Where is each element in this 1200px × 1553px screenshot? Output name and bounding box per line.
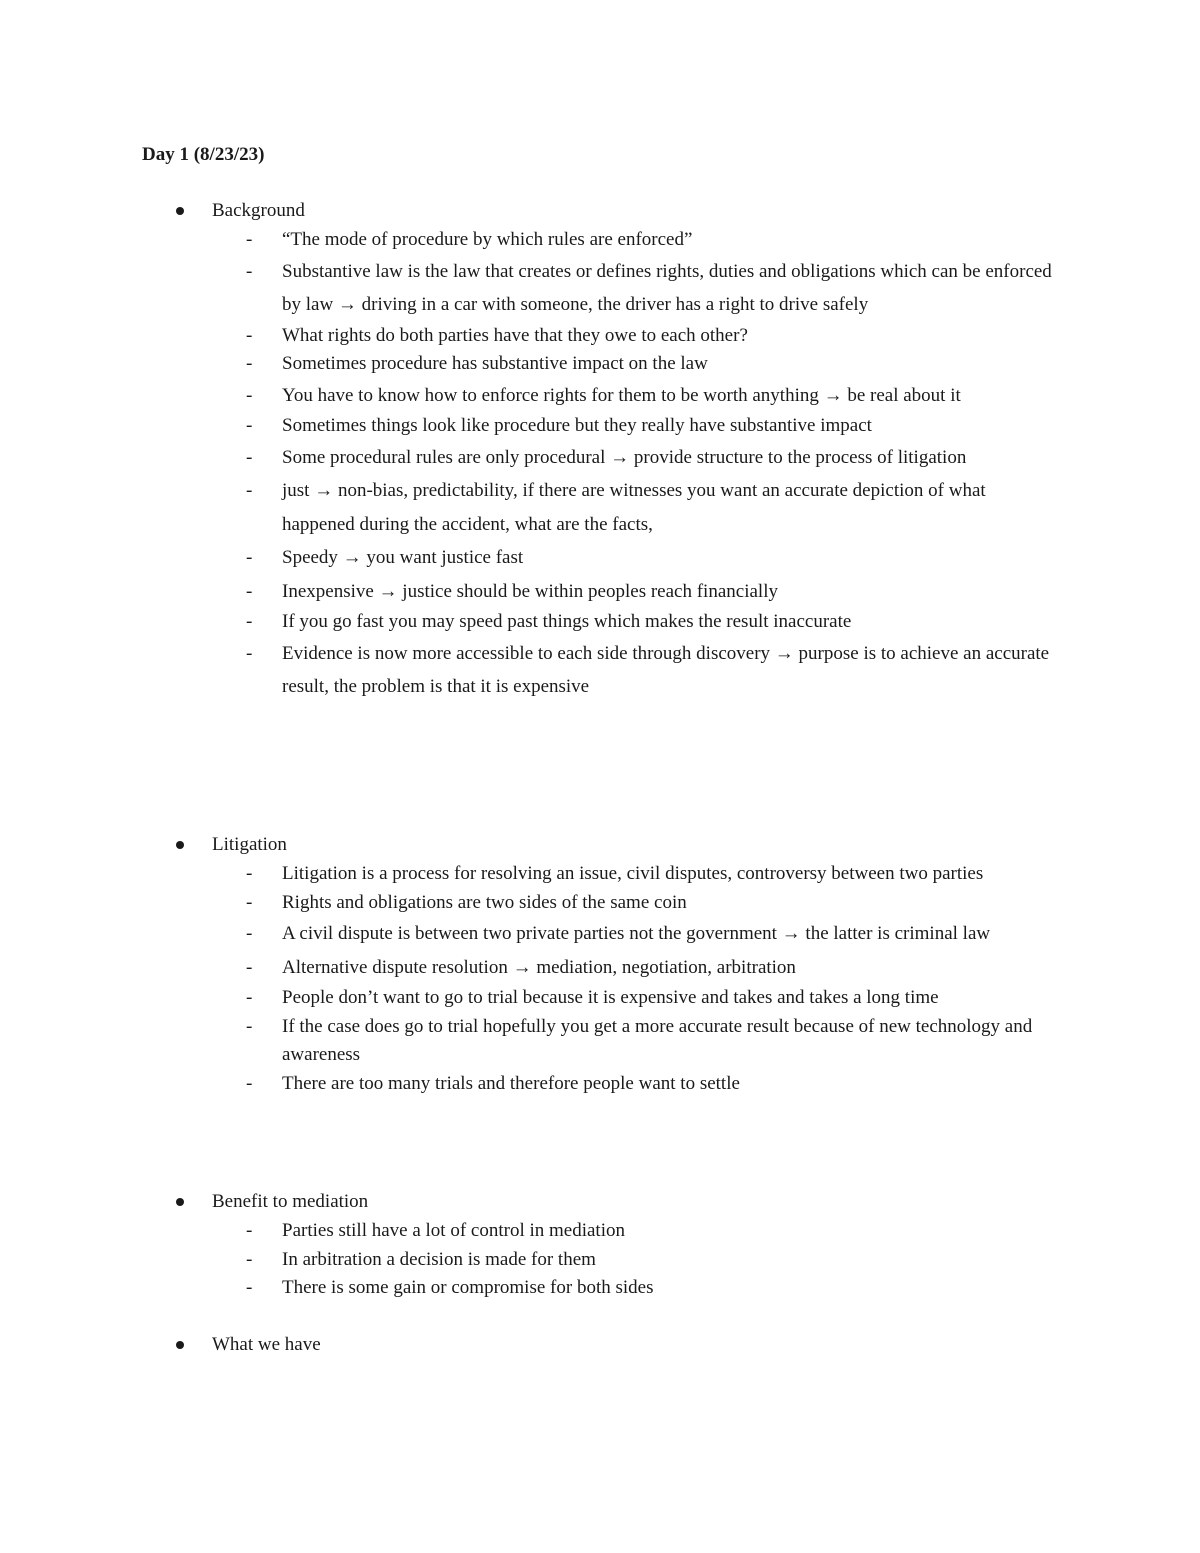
section-heading — [0, 1332, 1200, 1360]
dash-icon: - — [246, 324, 253, 346]
dash-icon: - — [246, 580, 253, 602]
dash-icon: - — [246, 353, 253, 374]
list-item-text: Alternative dispute resolution → mediation, negotiation, arbitration — [282, 956, 796, 978]
section-label: Background — [212, 200, 305, 221]
dash-icon: - — [246, 446, 253, 468]
list-item — [0, 1070, 1200, 1099]
list-item-text: just → non-bias, predictability, if there are witnesses you want an accurate depiction of what happened during the accident, what are the facts, — [282, 480, 986, 535]
dash-icon: - — [246, 987, 253, 1008]
list-item-text: Sometimes things look like procedure but they really have substantive impact — [282, 415, 872, 436]
list-item — [0, 226, 1200, 255]
dash-icon: - — [246, 1277, 253, 1298]
list-item — [0, 860, 1200, 889]
dash-icon: - — [246, 547, 253, 568]
list-item — [0, 541, 1200, 575]
dash-icon: - — [246, 956, 253, 978]
dash-icon: - — [246, 384, 253, 406]
list-item-text: People don’t want to go to trial because it is expensive and takes and takes a long time — [282, 987, 939, 1008]
list-item-text: Rights and obligations are two sides of the same coin — [282, 891, 687, 913]
section-background — [0, 198, 1200, 704]
list-item-text: Sometimes procedure has substantive impact on the law — [282, 353, 708, 374]
dash-icon: - — [246, 923, 253, 944]
list-item-text: A civil dispute is between two private parties not the government → the latter is criminal law — [282, 923, 991, 944]
section-label: Litigation — [212, 834, 287, 855]
list-item-text: In arbitration a decision is made for them — [282, 1248, 596, 1270]
dash-icon: - — [246, 1015, 253, 1037]
section-label: Benefit to mediation — [212, 1191, 369, 1212]
dash-icon: - — [246, 891, 253, 913]
list-item-text: There is some gain or compromise for both sides — [282, 1277, 654, 1298]
bullet-icon — [176, 841, 184, 849]
bullet-icon — [176, 1341, 184, 1349]
list-item — [0, 951, 1200, 985]
list-item-text: If you go fast you may speed past things which makes the result inaccurate — [282, 611, 852, 632]
section-heading — [0, 1189, 1200, 1217]
dash-icon: - — [246, 863, 253, 884]
sub-list — [0, 860, 1200, 1098]
dash-icon: - — [246, 480, 253, 501]
list-item — [0, 917, 1200, 951]
list-item — [0, 889, 1200, 918]
list-item — [0, 322, 1200, 351]
dash-icon: - — [246, 642, 253, 664]
list-item — [0, 1246, 1200, 1275]
list-item — [0, 575, 1200, 609]
section-heading — [0, 832, 1200, 860]
list-item-text: Speedy → you want justice fast — [282, 547, 524, 568]
list-item-text: Parties still have a lot of control in mediation — [282, 1220, 625, 1241]
dash-icon: - — [246, 260, 253, 282]
dash-icon: - — [246, 1072, 253, 1094]
dash-icon: - — [246, 1248, 253, 1270]
list-item-text: There are too many trials and therefore people want to settle — [282, 1072, 740, 1094]
section-label: What we have — [212, 1334, 321, 1355]
list-item — [0, 1217, 1200, 1246]
sub-list — [0, 226, 1200, 704]
page-title: Day 1 (8/23/23) — [142, 144, 265, 165]
list-item — [0, 608, 1200, 637]
list-item — [0, 412, 1200, 441]
list-item-text: You have to know how to enforce rights for them to be worth anything → be real about it — [282, 384, 961, 406]
section-what-we-have — [0, 1332, 1200, 1360]
list-item-text: Substantive law is the law that creates or defines rights, duties and obligations which can be enforced by law → driving in a car with someone, the driver has a right to drive safely — [282, 260, 1052, 315]
bullet-icon — [176, 1198, 184, 1206]
dash-icon: - — [246, 611, 253, 632]
list-item-text: “The mode of procedure by which rules are enforced” — [282, 229, 693, 250]
list-item — [0, 637, 1200, 704]
section-heading — [0, 198, 1200, 226]
bullet-icon — [176, 207, 184, 215]
list-item — [0, 474, 1200, 541]
dash-icon: - — [246, 1220, 253, 1241]
list-item — [0, 379, 1200, 413]
sub-list — [0, 1217, 1200, 1303]
section-benefit-to-mediation — [0, 1189, 1200, 1303]
list-item — [0, 1013, 1200, 1070]
list-item — [0, 255, 1200, 322]
list-item-text: Evidence is now more accessible to each side through discovery → purpose is to achieve an accurate result, the problem is that it is expensive — [282, 642, 1050, 697]
list-item — [0, 1274, 1200, 1303]
list-item-text: Some procedural rules are only procedural → provide structure to the process of litigation — [282, 446, 967, 468]
list-item-text: If the case does go to trial hopefully you get a more accurate result because of new technology and awareness — [282, 1015, 1033, 1065]
dash-icon: - — [246, 229, 253, 250]
list-item — [0, 350, 1200, 379]
list-item — [0, 984, 1200, 1013]
list-item-text: Inexpensive → justice should be within peoples reach financially — [282, 580, 778, 602]
list-item-text: What rights do both parties have that they owe to each other? — [282, 324, 748, 346]
dash-icon: - — [246, 415, 253, 436]
list-item-text: Litigation is a process for resolving an issue, civil disputes, controversy between two parties — [282, 863, 984, 884]
list-item — [0, 441, 1200, 475]
section-litigation — [0, 832, 1200, 1098]
